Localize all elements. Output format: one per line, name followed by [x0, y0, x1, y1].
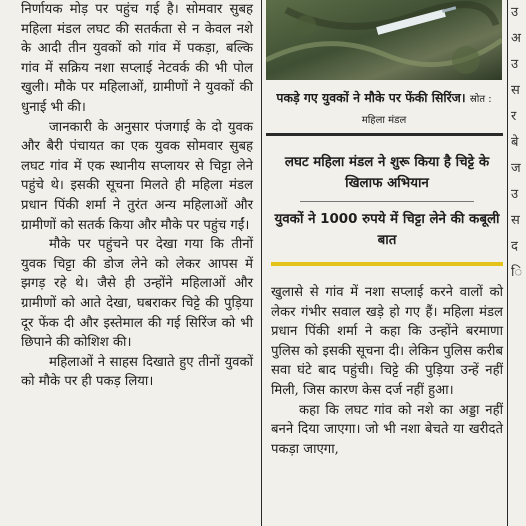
left-paragraph-4: महिलाओं ने साहस दिखाते हुए तीनों युवकों को मौके पर ही पकड़ लिया। [21, 354, 253, 390]
headline-secondary: युवकों ने 1000 रुपये में चिट्टा लेने की कबूली बात [274, 212, 500, 248]
headline-accent-bar [271, 262, 503, 266]
photo-source: स्रोत : महिला मंडल [361, 94, 492, 126]
left-paragraph-1: निर्णायक मोड़ पर पहुंच गई है। सोमवार सुबह महिला मंडल लघट की सतर्कता से न केवल नशे के आदी तीन युवकों को गांव में पकड़ा, बल्कि गांव में सक्रिय नशा सप्लाई नेटवर्क की भी पोल खुली। मौके पर महिलाओं, ग्रामीणों ने युवकों की धुनाई भी की। [21, 2, 253, 115]
adjacent-column-fragment: उ अ उ स र बे ज उ स द ि [511, 5, 523, 280]
column-divider-2 [507, 0, 508, 526]
left-paragraph-2: जानकारी के अनुसार पंजगाई के दो युवक और बैरी पंचायत का एक युवक सोमवार सुबह लघट गांव में एक स्थानीय सप्लायर से चिट्टा लेने पहुंचे थे। इसकी सूचना मिलते ही महिला मंडल प्रधान पिंकी शर्मा ने तुरंत अन्य महिलाओं और ग्रामीणों को सतर्क किया और मौके पर पहुंच गईं। [21, 119, 253, 233]
photo-caption-text: पकड़े गए युवकों ने मौके पर फेंकी सिरिंज। [276, 90, 466, 105]
caption-rule [266, 133, 503, 136]
headline-primary: लघट महिला मंडल ने शुरू किया है चिट्टे के खिलाफ अभियान [284, 155, 490, 191]
article-left-column [21, 0, 253, 392]
column-divider-1 [261, 0, 262, 526]
headline-separator [300, 201, 474, 202]
syringe-photo-image [266, 0, 502, 80]
left-paragraph-3: मौके पर पहुंचने पर देखा गया कि तीनों युवक चिट्टा की डोज लेने को लेकर आपस में झगड़ रहे थे। जैसे ही उन्होंने महिलाओं और ग्रामीणों को आते देखा, घबराकर चिट्टे की पुड़िया दूर फेंक दी और इस्तेमाल की गई सिरिंज को भी छिपाने की कोशिश की। [21, 237, 253, 351]
article-right-column [271, 283, 503, 459]
right-paragraph-1: खुलासे से गांव में नशा सप्लाई करने वालों को लेकर गंभीर सवाल खड़े हो गए हैं। महिला मंडल प्रधान पिंकी शर्मा ने कहा कि उन्होंने बरमाणा पुलिस को इसकी सूचना दी। लेकिन पुलिस करीब सवा घंटे बाद पहुंची। चिट्टे की पुड़िया उन्हें नहीं मिली, जिस कारण केस दर्ज नहीं हुआ। [271, 285, 503, 398]
article-photo [266, 0, 502, 80]
right-paragraph-2: कहा कि लघट गांव को नशे का अड्डा नहीं बनने दिया जाएगा। जो भी नशा बेचते या खरीदते पकड़ा जाएगा, [271, 402, 503, 457]
photo-caption [266, 88, 502, 130]
